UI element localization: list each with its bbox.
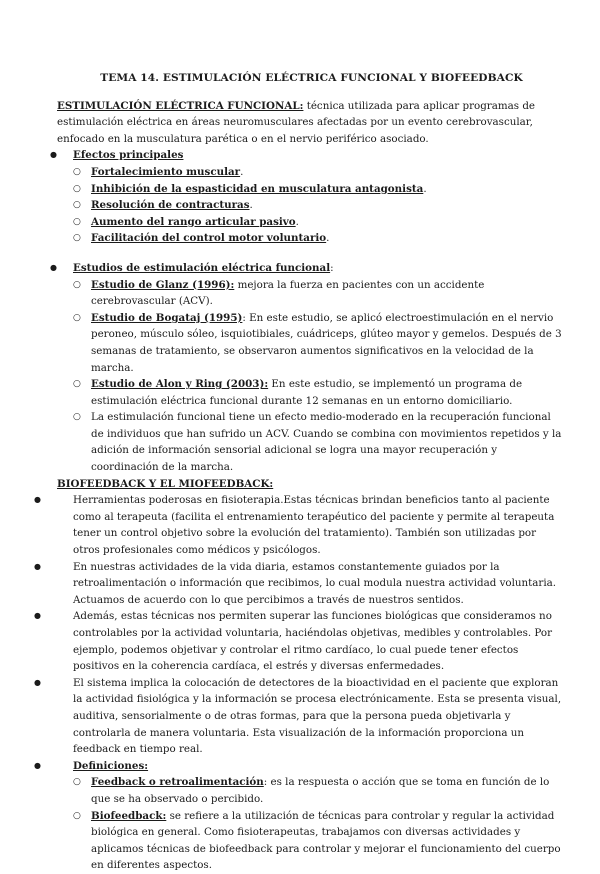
bio-heading: BIOFEEDBACK Y EL MIOFEEDBACK: [57, 477, 274, 490]
definitions-sublist [91, 774, 566, 874]
list-item: ○ Facilitación del control motor voluntario. [91, 230, 566, 247]
list-item: ○ Fortalecimiento muscular. [91, 164, 566, 181]
fes-intro-text: técnica utilizada para aplicar programas de estimulación eléctrica en áreas neuromusculares afectadas por un evento cerebrovascular, enfocado en la musculatura parética o en el nervio periférico asociado. [57, 99, 536, 145]
studies-heading: Estudios de estimulación eléctrica funcional [73, 261, 331, 274]
list-item [91, 409, 566, 475]
definition-term: Biofeedback: [91, 809, 167, 822]
study-text: mejora la fuerza en pacientes con un accidente cerebrovascular (ACV). [91, 278, 485, 308]
study-text: : En este estudio, se aplicó electroestimulación en el nervio peroneo, músculo sóleo, isquiotibiales, cuádriceps, glúteo mayor y gemelos. Después de 3 semanas de tratamiento, se observaron aumentos significativos en la velocidad de la marcha. [91, 311, 562, 374]
list-item [91, 808, 566, 874]
page-title: TEMA 14. ESTIMULACIÓN ELÉCTRICA FUNCIONAL Y BIOFEEDBACK [100, 72, 523, 84]
definitions-bullet [57, 758, 566, 874]
definition-text: : es la respuesta o acción que se toma en función de lo que se ha observado o percibido. [91, 776, 550, 805]
effect-item: Aumento del rango articular pasivo [91, 215, 296, 228]
effect-item: Inhibición de la espasticidad en musculatura antagonista [91, 182, 424, 195]
list-item: ○ Aumento del rango articular pasivo. [91, 214, 566, 231]
effect-item: Facilitación del control motor voluntario [91, 232, 327, 245]
effects-sublist [91, 164, 566, 247]
fes-studies-list [57, 260, 566, 476]
study-name: Estudio de Alon y Ring (2003): [91, 378, 269, 391]
definition-text: se refiere a la utilización de técnicas para controlar y regular la actividad biológica en general. Como fisioterapeutas, trabajamos con diversas actividades y aplicamos técnicas de biofeedback para controlar y mejorar el funcionamiento del cuerpo en diferentes aspectos. [91, 809, 561, 872]
studies-bullet [57, 260, 566, 476]
list-item: ● En nuestras actividades de la vida diaria, estamos constantemente guiados por la retroalimentación o información que recibimos, lo cual modula nuestra actividad voluntaria. Actuamos de acuerdo con lo que percibimos a través de nuestros sentidos. [57, 559, 566, 609]
spacer [57, 247, 566, 260]
effect-item: Resolución de contracturas [91, 199, 250, 212]
list-item: ● Además, estas técnicas nos permiten superar las funciones biológicas que consideramos no controlables por la actividad voluntaria, haciéndolas objetivas, medibles y controlables. Por ejemplo, podemos objetivar y controlar el ritmo cardíaco, lo cual puede tener efectos positivos en la coherencia cardíaca, el estrés y diversas enfermedades. [57, 608, 566, 674]
study-name: Estudio de Bogataj (1995) [91, 311, 243, 324]
definition-term: Feedback o retroalimentación [91, 776, 264, 789]
effect-item: Fortalecimiento muscular [91, 165, 241, 178]
definitions-heading: Definiciones: [73, 759, 149, 772]
list-item [91, 277, 566, 310]
bio-points-list [57, 492, 566, 874]
list-item: ○ Inhibición de la espasticidad en musculatura antagonista. [91, 181, 566, 198]
list-item: ○ Resolución de contracturas. [91, 197, 566, 214]
fes-heading: ESTIMULACIÓN ELÉCTRICA FUNCIONAL: [57, 99, 304, 112]
fes-intro [57, 98, 566, 148]
list-item: ● Herramientas poderosas en fisioterapia.Estas técnicas brindan beneficios tanto al paciente como al terapeuta (facilita el entrenamiento terapéutico del paciente y permite al terapeuta tener un control objetivo sobre la evolución del tratamiento). También son utilizadas por otros profesionales como médicos y psicólogos. [57, 492, 566, 558]
studies-colon: : [330, 261, 334, 274]
study-text: En este estudio, se implementó un programa de estimulación eléctrica funcional durante 12 semanas en un entorno domiciliario. [91, 378, 523, 407]
list-item [91, 310, 566, 376]
study-name: Estudio de Glanz (1996): [91, 278, 235, 291]
list-item: ● El sistema implica la colocación de detectores de la bioactividad en el paciente que exploran la actividad fisiológica y la información se procesa electrónicamente. Esta se presenta visual, auditiva, sensorialmente o de otras formas, para que la persona pueda objetivarla y controlarla de manera voluntaria. Esta visualización de la información proporciona un feedback en tiempo real. [57, 675, 566, 758]
fes-effects-list [57, 147, 566, 247]
effects-bullet [57, 147, 566, 247]
studies-sublist [91, 277, 566, 476]
list-item [91, 774, 566, 807]
list-item [91, 376, 566, 409]
effects-heading: Efectos principales [73, 149, 184, 162]
study-summary: La estimulación funcional tiene un efecto medio-moderado en la recuperación funcional de individuos que han sufrido un ACV. Cuando se combina con movimientos repetidos y la adición de información sensorial adicional se logra una mayor recuperación y coordinación de la marcha. [91, 411, 562, 474]
